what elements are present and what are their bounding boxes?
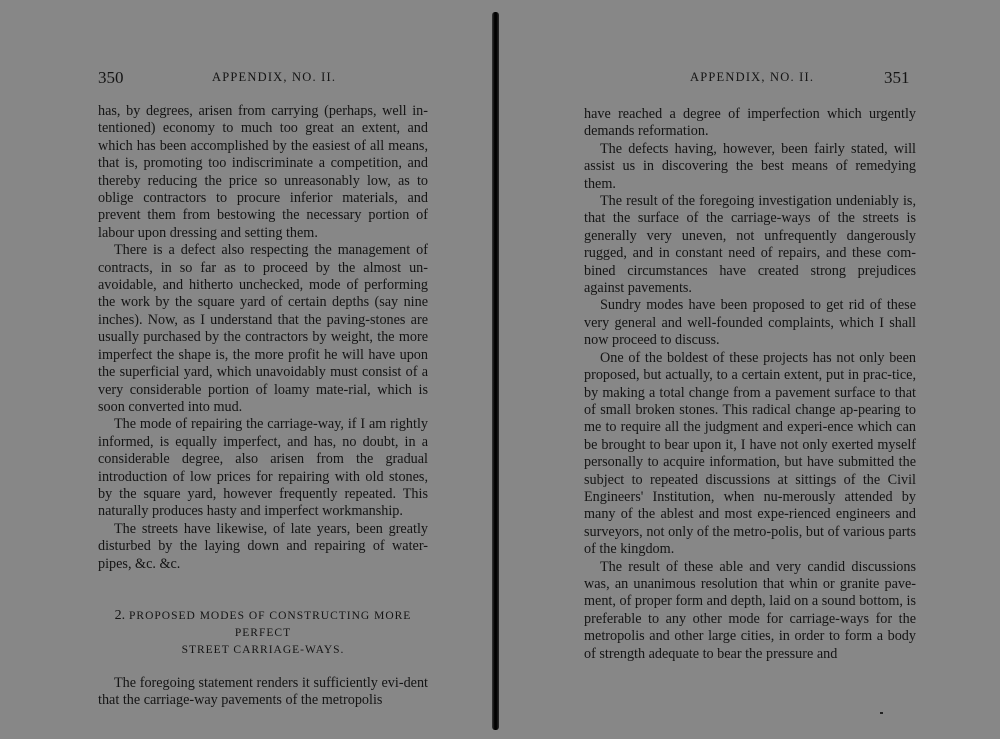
left-paragraph-1: has, by degrees, arisen from carrying (perhaps, well in-tentioned) economy to much too great an extent, and which has been accomplished by the easiest of all means, that is, promoting too indiscriminate a competition, and thereby reducing the price so unreasonably low, as to oblige contractors to procure inferior materials, and prevent them from bestowing the necessary portion of labour upon dressing and setting them. (98, 103, 428, 241)
left-running-head: APPENDIX, NO. II. (212, 70, 337, 84)
book-spine (492, 12, 499, 730)
right-paragraph-3: The result of the foregoing investigation undeniably is, that the surface of the carriage-ways of the streets is generally very uneven, not unfrequently dangerously rugged, and in constant need of repairs, and these com-bined circumstances have created strong prejudices against pavements. (584, 193, 916, 297)
right-paragraph-2: The defects having, however, been fairly stated, will assist us in discovering the best means of remedying them. (584, 140, 916, 192)
left-paragraph-3: The mode of repairing the carriage-way, if I am rightly informed, is equally imperfect, and has, no doubt, in a considerable degree, also arisen from the gradual introduction of low prices for repairing with old stones, by the square yard, however frequently repeated. This naturally produces hasty and imperfect workmanship. (98, 416, 428, 520)
right-running-head: APPENDIX, NO. II. (690, 70, 815, 84)
left-closing-paragraph: The foregoing statement renders it sufficiently evi-dent that the carriage-way pavements of the metropolis (98, 674, 428, 709)
right-page (510, 0, 1000, 739)
right-paragraph-4: Sundry modes have been proposed to get rid of these very general and well-founded complaints, which I shall now proceed to discuss. (584, 297, 916, 349)
left-paragraph-4: The streets have likewise, of late years, been greatly disturbed by the laying down and repairing of water-pipes, &c. &c. (98, 520, 428, 572)
left-page (0, 0, 490, 739)
section-number: 2. (114, 607, 126, 623)
left-paragraph-2: There is a defect also respecting the management of contracts, in so far as to proceed by the almost un-avoidable, and hitherto unchecked, mode of performing the work by the square yard of certain depths (say nine inches). Now, as I understand that the paving-stones are usually purchased by the contractors by weight, the more imperfect the shape is, the more profit he will have upon the superficial yard, which unavoidably must consist of a very considerable portion of loamy mate-rial, which is soon converted into mud. (98, 242, 428, 415)
section-title-line1: PROPOSED MODES OF CONSTRUCTING MORE PERFECT (129, 609, 412, 639)
right-page-body (584, 106, 916, 663)
section-heading (98, 607, 428, 659)
right-paragraph-6: The result of these able and very candid discussions was, an unanimous resolution that whin or granite pave-ment, of proper form and depth, laid on a sound bottom, is preferable to any other mode for carriage-ways for the metropolis and other large cities, in order to form a body of strength adequate to bear the pressure and (584, 558, 916, 662)
left-page-body (98, 103, 428, 710)
right-paragraph-1: have reached a degree of imperfection which urgently demands reformation. (584, 106, 916, 140)
print-speck (880, 712, 883, 714)
left-page-number: 350 (98, 68, 124, 87)
right-page-number: 351 (884, 68, 910, 87)
section-title-line2: STREET CARRIAGE-WAYS. (181, 643, 345, 656)
right-paragraph-5: One of the boldest of these projects has not only been proposed, but actually, to a certain extent, put in prac-tice, by making a total change from a pavement surface to that of small broken stones. This radical change ap-pearing to me to require all the judgment and experi-ence which can be brought to bear upon it, I have not only exerted myself personally to acquire information, but have submitted the subject to repeated discussions at sittings of the Civil Engineers' Institution, when nu-merously attended by many of the ablest and most expe-rienced engineers and surveyors, not only of the metro-polis, but of various parts of the kingdom. (584, 349, 916, 558)
